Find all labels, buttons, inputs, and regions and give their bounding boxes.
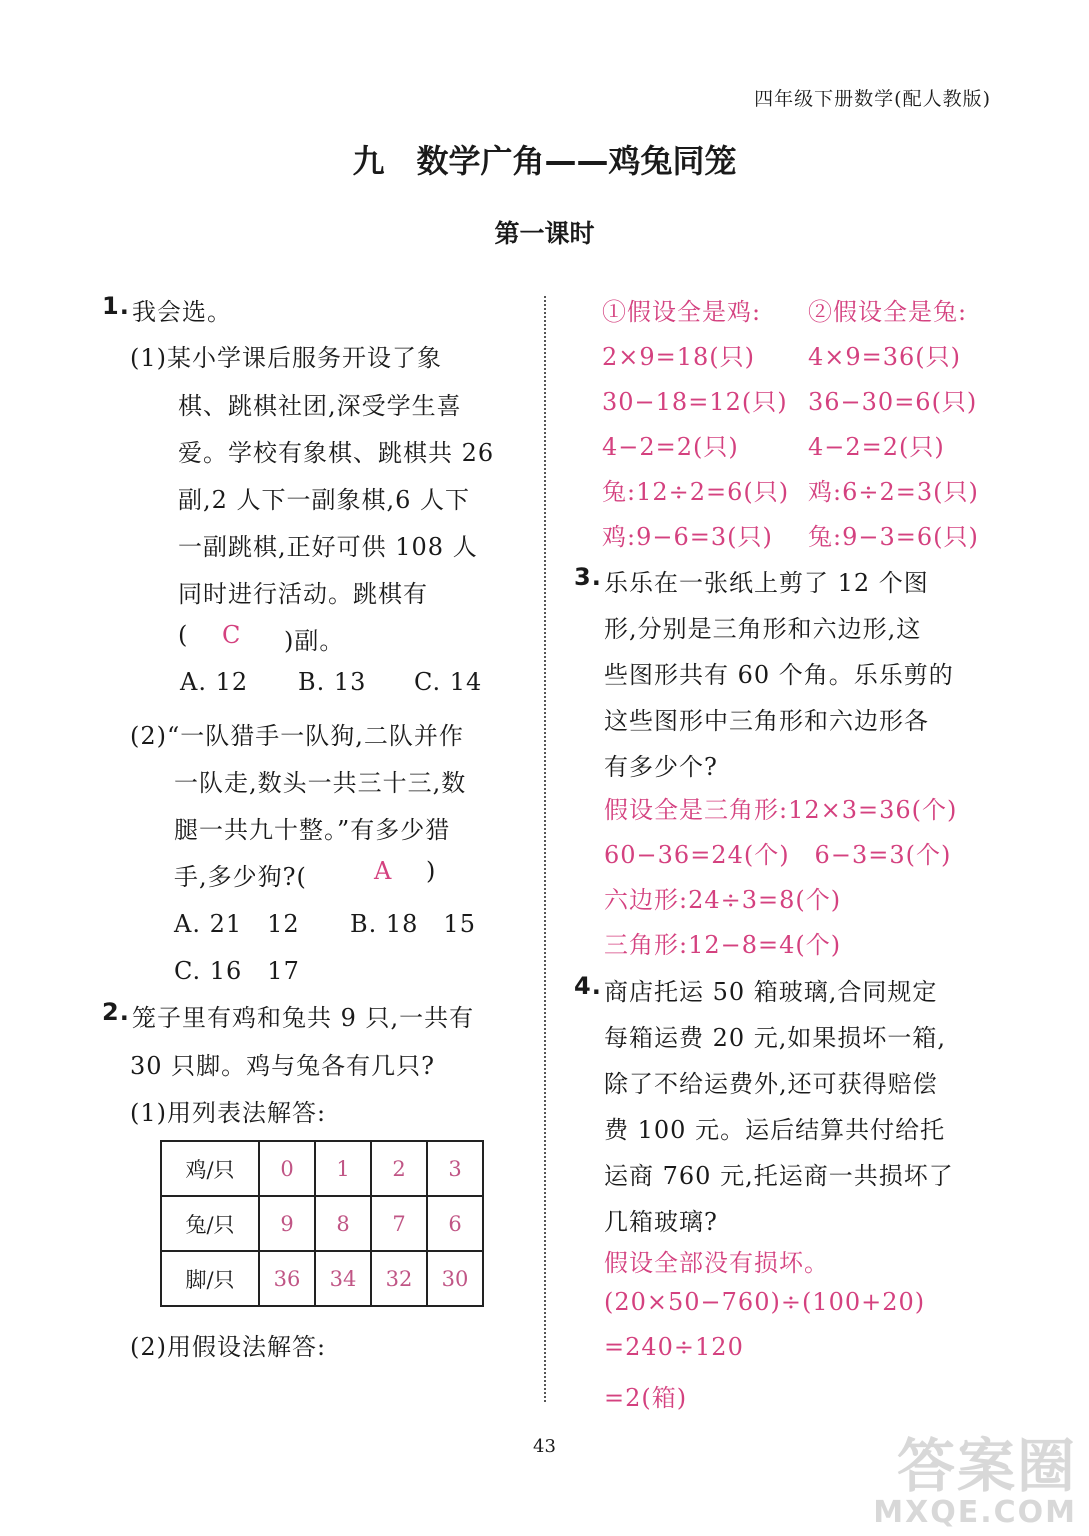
q1-p2-answer: A bbox=[374, 857, 393, 885]
table-cell: 34 bbox=[315, 1251, 371, 1306]
table-cell: 8 bbox=[315, 1196, 371, 1251]
q1-p1-line: 爱。学校有象棋、跳棋共 26 bbox=[178, 439, 495, 467]
q4-answer-line: =240÷120 bbox=[604, 1333, 744, 1361]
q1-p1-option: B. 13 bbox=[298, 668, 367, 696]
q2-answer-left: 兔:12÷2=6(只) bbox=[602, 478, 790, 506]
q2-answer-left: 鸡:9−6=3(只) bbox=[602, 523, 773, 551]
table-cell: 1 bbox=[315, 1141, 371, 1196]
table-row bbox=[161, 1251, 483, 1306]
q1-p1-blank-close: )副。 bbox=[284, 627, 345, 655]
q2-answer-right: 鸡:6÷2=3(只) bbox=[808, 478, 979, 506]
table-cell: 0 bbox=[259, 1141, 315, 1196]
q4-line: 商店托运 50 箱玻璃,合同规定 bbox=[604, 978, 938, 1006]
q1-p2-line: (2)“一队猎手一队狗,二队并作 bbox=[130, 722, 464, 750]
chicken-rabbit-table bbox=[160, 1140, 484, 1307]
q3-answer-line: 三角形:12−8=4(个) bbox=[604, 931, 842, 959]
q1-p1-line: (1)某小学课后服务开设了象 bbox=[130, 344, 442, 372]
q4-answer-line: =2(箱) bbox=[604, 1384, 688, 1412]
table-cell: 2 bbox=[371, 1141, 427, 1196]
q1-p2-option: C. 16 17 bbox=[174, 957, 300, 985]
chapter-title: 九 数学广角——鸡兔同笼 bbox=[352, 142, 737, 180]
q3-line: 这些图形中三角形和六边形各 bbox=[604, 707, 929, 735]
q2-answer-left: 4−2=2(只) bbox=[602, 433, 739, 461]
q4-line: 费 100 元。运后结算共付给托 bbox=[604, 1116, 946, 1144]
q2-answer-right: ②假设全是兔: bbox=[808, 298, 968, 326]
q3-answer-line: 六边形:24÷3=8(个) bbox=[604, 886, 842, 914]
page-number: 43 bbox=[533, 1436, 556, 1457]
q1-p2-close: ) bbox=[426, 857, 437, 885]
q2-answer-left: 30−18=12(只) bbox=[602, 388, 788, 416]
q1-p1-line: 棋、跳棋社团,深受学生喜 bbox=[178, 392, 462, 420]
table-cell: 3 bbox=[427, 1141, 483, 1196]
row-header: 脚/只 bbox=[161, 1251, 259, 1306]
q2-part2-label: (2)用假设法解答: bbox=[130, 1333, 327, 1361]
q2-line: 笼子里有鸡和兔共 9 只,一共有 bbox=[132, 1004, 475, 1032]
q1-p1-line: 同时进行活动。跳棋有 bbox=[178, 580, 428, 608]
q1-p2-option: B. 18 15 bbox=[350, 910, 476, 938]
q1-p1-line: 一副跳棋,正好可供 108 人 bbox=[178, 533, 478, 561]
q1-p1-option: A. 12 bbox=[180, 668, 249, 696]
q3-answer-line: 假设全是三角形:12×3=36(个) bbox=[604, 796, 958, 824]
q4-line: 除了不给运费外,还可获得赔偿 bbox=[604, 1070, 938, 1098]
page-header: 四年级下册数学(配人教版) bbox=[754, 88, 991, 110]
q2-answer-right: 4×9=36(只) bbox=[808, 343, 962, 371]
q1-p1-option: C. 14 bbox=[414, 668, 483, 696]
q1-number: 1. bbox=[102, 292, 130, 320]
q2-line: 30 只脚。鸡与兔各有几只? bbox=[130, 1052, 436, 1080]
q2-answer-right: 36−30=6(只) bbox=[808, 388, 978, 416]
q3-answer-line: 60−36=24(个) 6−3=3(个) bbox=[604, 841, 952, 869]
q1-label: 我会选。 bbox=[132, 298, 232, 326]
q3-line: 些图形共有 60 个角。乐乐剪的 bbox=[604, 661, 954, 689]
q3-line: 形,分别是三角形和六边形,这 bbox=[604, 615, 922, 643]
q4-answer-line: (20×50−760)÷(100+20) bbox=[604, 1288, 926, 1316]
lesson-subtitle: 第一课时 bbox=[494, 219, 595, 248]
q3-line: 乐乐在一张纸上剪了 12 个图 bbox=[604, 569, 929, 597]
q4-answer-line: 假设全部没有损坏。 bbox=[604, 1249, 829, 1277]
table-cell: 32 bbox=[371, 1251, 427, 1306]
table-cell: 7 bbox=[371, 1196, 427, 1251]
q4-line: 每箱运费 20 元,如果损坏一箱, bbox=[604, 1024, 947, 1052]
q3-line: 有多少个? bbox=[604, 753, 718, 781]
watermark-line2: MXQE.COM bbox=[873, 1495, 1077, 1530]
q4-number: 4. bbox=[574, 972, 602, 1000]
q1-p2-last-line: 手,多少狗?( bbox=[174, 863, 307, 891]
q4-line: 几箱玻璃? bbox=[604, 1208, 718, 1236]
row-header: 兔/只 bbox=[161, 1196, 259, 1251]
q1-p2-line: 腿一共九十整。”有多少猎 bbox=[174, 816, 451, 844]
watermark-logo bbox=[873, 1432, 1077, 1530]
table-row bbox=[161, 1196, 483, 1251]
table-cell: 9 bbox=[259, 1196, 315, 1251]
table-cell: 30 bbox=[427, 1251, 483, 1306]
q4-line: 运商 760 元,托运商一共损坏了 bbox=[604, 1162, 954, 1190]
table-row bbox=[161, 1141, 483, 1196]
row-header: 鸡/只 bbox=[161, 1141, 259, 1196]
q2-answer-left: 2×9=18(只) bbox=[602, 343, 756, 371]
q1-p1-blank-open: ( bbox=[178, 621, 189, 649]
q2-answer-right: 4−2=2(只) bbox=[808, 433, 945, 461]
q1-p2-line: 一队走,数头一共三十三,数 bbox=[174, 769, 467, 797]
column-divider bbox=[544, 296, 546, 1402]
watermark-line1: 答案圈 bbox=[896, 1432, 1077, 1500]
q3-number: 3. bbox=[574, 563, 602, 591]
q1-p1-answer: C bbox=[222, 621, 242, 649]
q2-answer-left: ①假设全是鸡: bbox=[602, 298, 762, 326]
q2-number: 2. bbox=[102, 998, 130, 1026]
table-cell: 36 bbox=[259, 1251, 315, 1306]
q2-answer-right: 兔:9−3=6(只) bbox=[808, 523, 979, 551]
q2-part1-label: (1)用列表法解答: bbox=[130, 1099, 327, 1127]
q1-p2-option: A. 21 12 bbox=[174, 910, 300, 938]
q1-p1-line: 副,2 人下一副象棋,6 人下 bbox=[178, 486, 471, 514]
table-cell: 6 bbox=[427, 1196, 483, 1251]
